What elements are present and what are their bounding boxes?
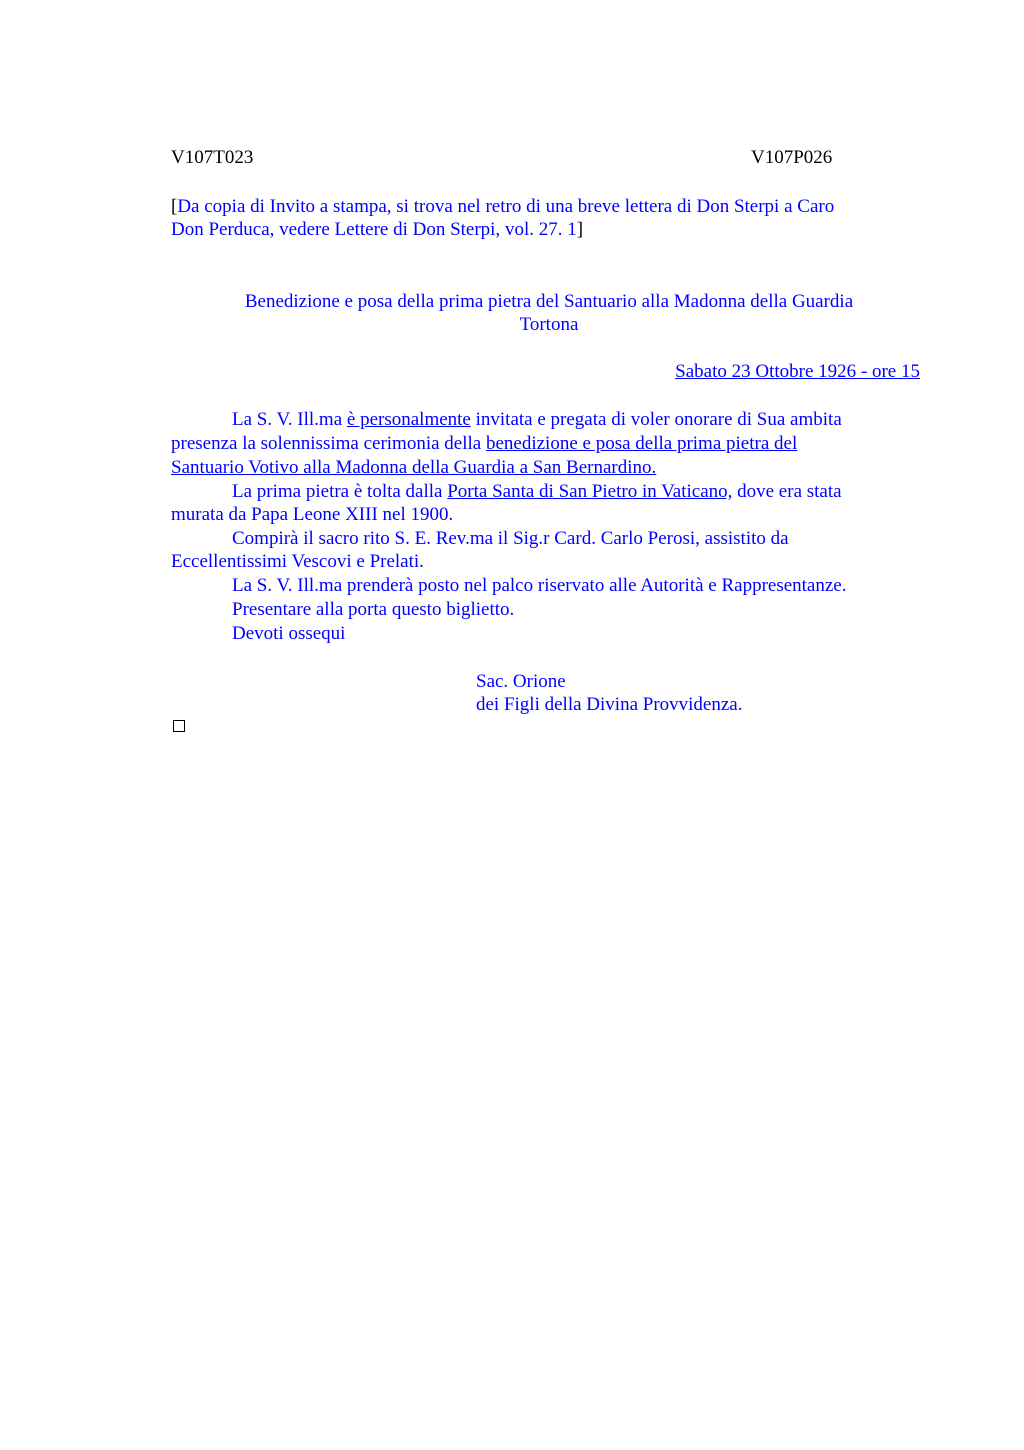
note-line-1 — [171, 195, 834, 219]
body-p1-line-2 — [171, 432, 797, 456]
body-p3-line-1: Compirà il sacro rito S. E. Rev.ma il Sig.r Card. Carlo Perosi, assistito da — [232, 528, 789, 549]
note-line-2 — [171, 218, 583, 242]
note-text-2: Don Perduca, vedere Lettere di Don Sterpi, vol. 27. 1 — [171, 219, 577, 240]
title-line-2: Tortona — [519, 314, 579, 335]
right-code: V107P026 — [751, 147, 833, 168]
body-p5: Presentare alla porta questo biglietto. — [232, 599, 515, 620]
body-p1-line-3 — [171, 456, 656, 480]
p1-underlined-1: è personalmente — [346, 409, 471, 430]
p1-text-b: invitata e pregata di voler onorare di Sua ambita — [470, 409, 842, 430]
note-close-bracket: ] — [576, 219, 584, 240]
p1-line3-underlined: Santuario Votivo alla Madonna della Guardia a San Bernardino. — [171, 457, 657, 478]
note-text-1: Da copia di Invito a stampa, si trova nel retro di una breve lettera di Don Sterpi a Caro — [177, 196, 835, 217]
p1-line2-underlined: benedizione e posa della prima pietra del — [485, 433, 798, 454]
end-marker-square-icon — [173, 720, 185, 732]
body-p4: La S. V. Ill.ma prenderà posto nel palco riservato alle Autorità e Rappresentanze. — [232, 575, 847, 596]
body-p3-line-2: Eccellentissimi Vescovi e Prelati. — [171, 551, 424, 572]
p1-line2-text: presenza la solennissima cerimonia della — [171, 433, 486, 454]
body-p1-line-1 — [232, 408, 842, 432]
p2-text-b: dove era stata — [732, 481, 842, 502]
note-open-bracket: [ — [171, 196, 178, 217]
p2-underlined: Porta Santa di San Pietro in Vaticano, — [447, 481, 733, 502]
date-line: Sabato 23 Ottobre 1926 - ore 15 — [675, 361, 920, 382]
left-code: V107T023 — [171, 147, 254, 168]
title-line-1: Benedizione e posa della prima pietra del Santuario alla Madonna della Guardia — [244, 291, 854, 312]
p2-text-a: La prima pietra è tolta dalla — [232, 481, 448, 502]
date-line-wrap — [171, 360, 920, 384]
body-p2-line-2: murata da Papa Leone XIII nel 1900. — [171, 504, 454, 525]
signature-line-1: Sac. Orione — [476, 671, 566, 692]
p1-text-a: La S. V. Ill.ma — [232, 409, 347, 430]
signature-line-2: dei Figli della Divina Provvidenza. — [476, 694, 743, 715]
body-p2-line-1 — [232, 480, 842, 504]
body-p6: Devoti ossequi — [232, 623, 346, 644]
